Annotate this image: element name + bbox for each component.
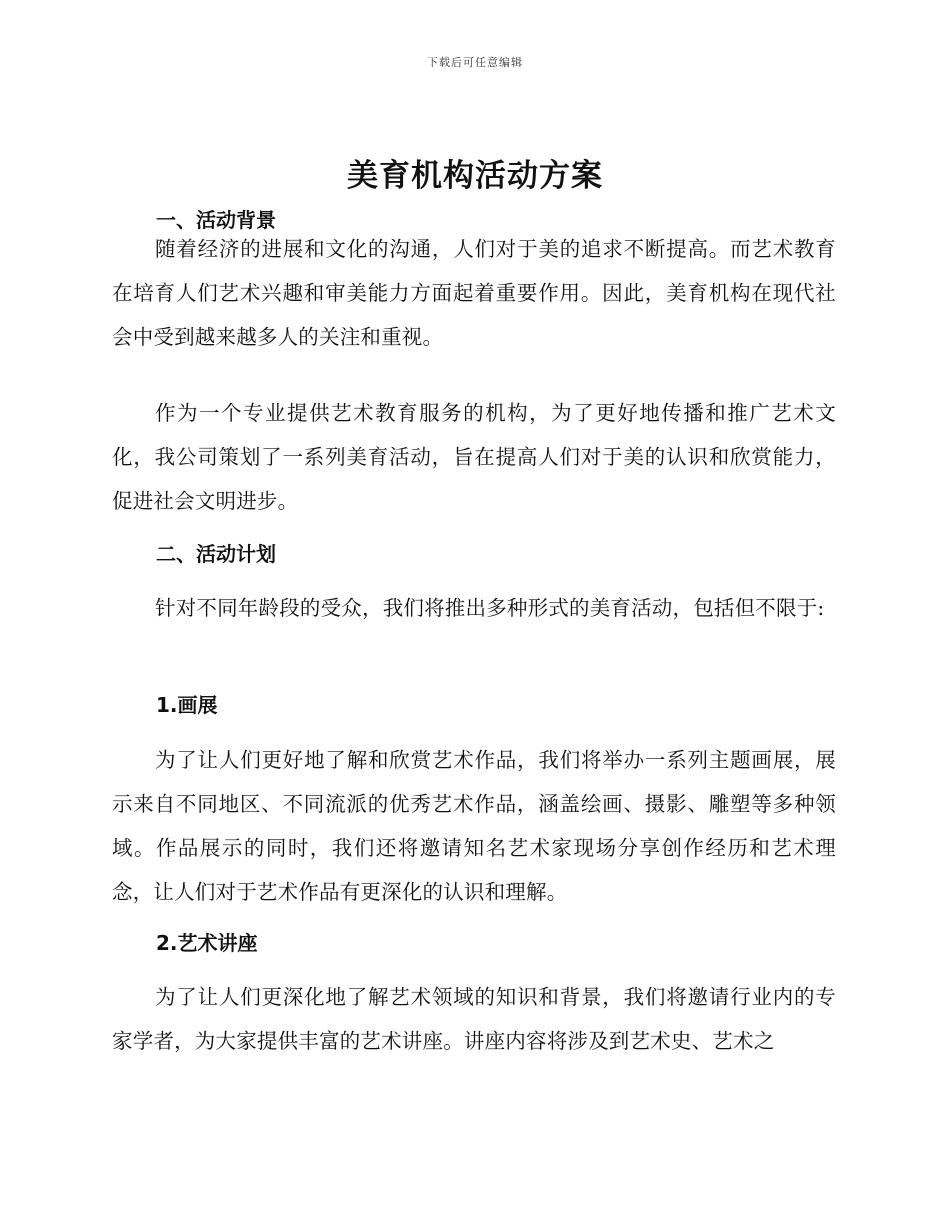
section-heading-background: 一、活动背景: [156, 208, 276, 232]
header-note: 下载后可任意编辑: [427, 56, 523, 69]
paragraph-plan-intro: 针对不同年龄段的受众，我们将推出多种形式的美育活动，包括但不限于:: [155, 596, 825, 620]
paragraph-lecture: 为了让人们更深化地了解艺术领域的知识和背景，我们将邀请行业内的专家学者，为大家提供丰富的艺术讲座。讲座内容将涉及到艺术史、艺术之: [112, 985, 836, 1053]
paragraph-background-2: 作为一个专业提供艺术教育服务的机构，为了更好地传播和推广艺术文化，我公司策划了一系列美育活动，旨在提高人们对于美的认识和欣赏能力，促进社会文明进步。: [112, 401, 836, 513]
subheading-lecture: 2.艺术讲座: [156, 931, 258, 955]
document-title: 美育机构活动方案: [347, 158, 603, 194]
paragraph-background-1: 随着经济的进展和文化的沟通，人们对于美的追求不断提高。而艺术教育在培育人们艺术兴趣和审美能力方面起着重要作用。因此，美育机构在现代社会中受到越来越多人的关注和重视。: [112, 237, 836, 349]
subheading-exhibition: 1.画展: [156, 693, 218, 717]
section-heading-plan: 二、活动计划: [156, 542, 276, 566]
paragraph-exhibition: 为了让人们更好地了解和欣赏艺术作品，我们将举办一系列主题画展，展示来自不同地区、不同流派的优秀艺术作品，涵盖绘画、摄影、雕塑等多种领域。作品展示的同时，我们还将邀请知名艺术家现场分享创作经历和艺术理念，让人们对于艺术作品有更深化的认识和理解。: [112, 748, 836, 904]
